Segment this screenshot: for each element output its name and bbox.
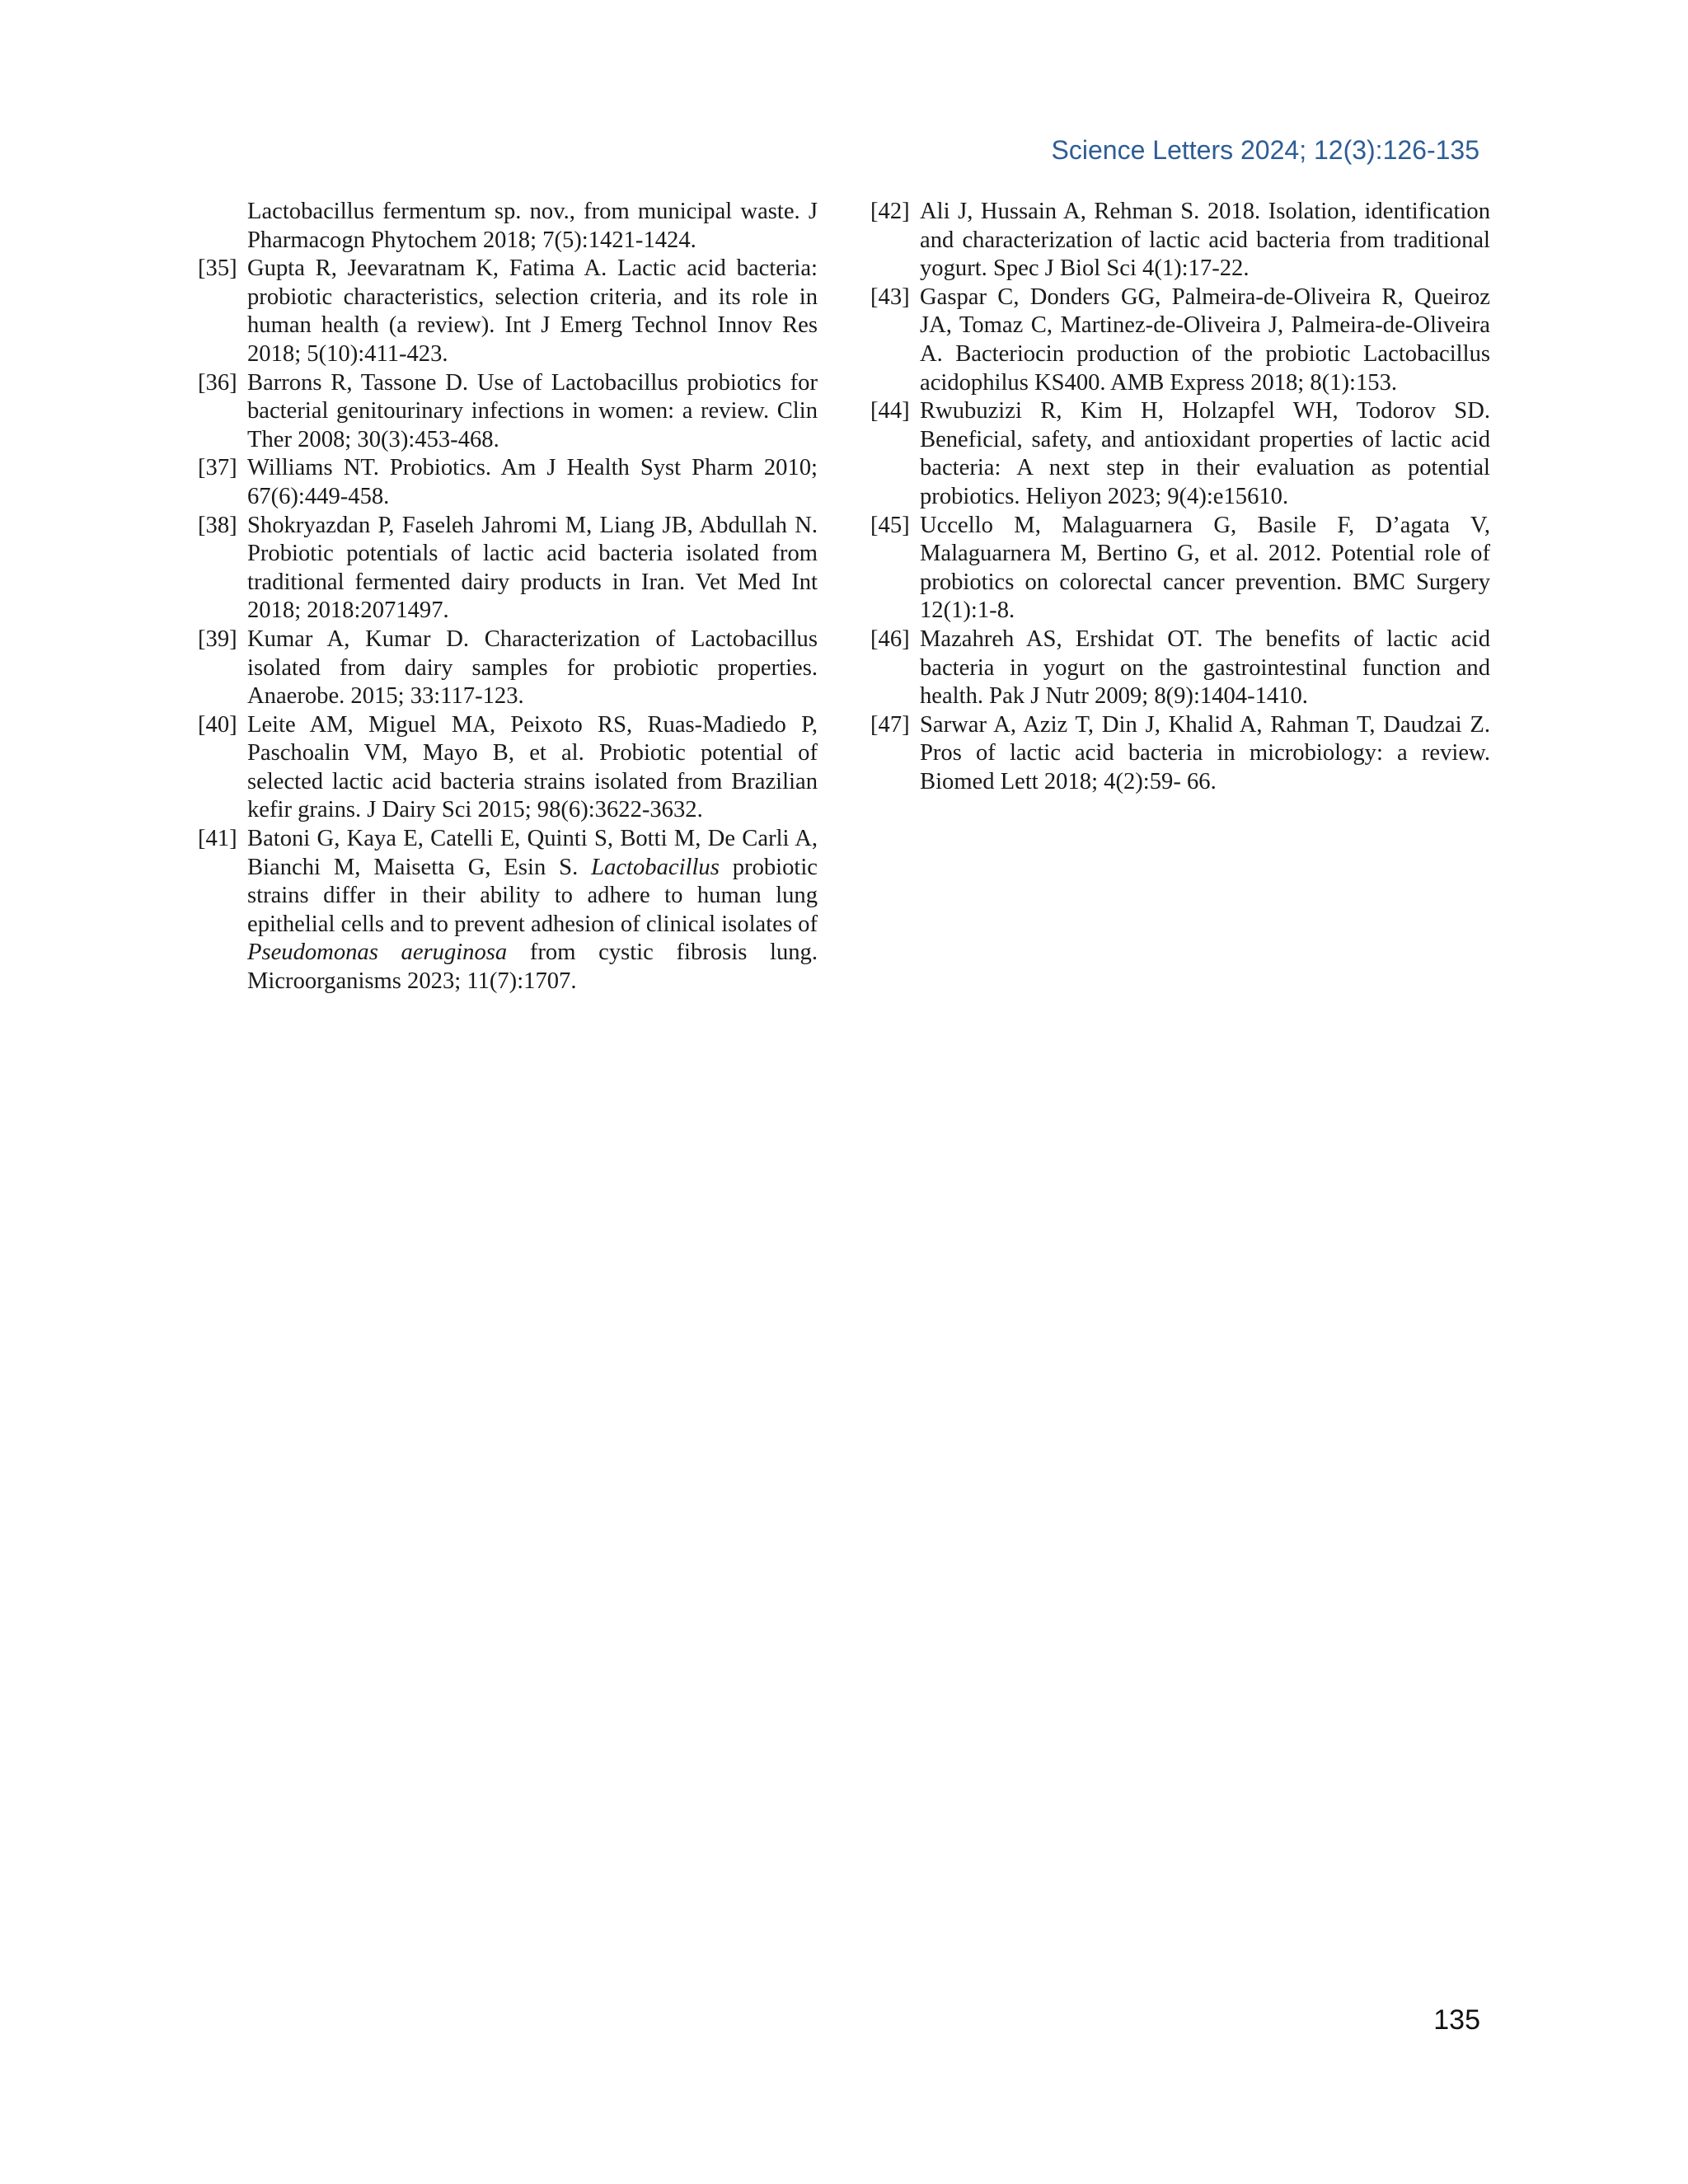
reference-number: [44] [870,398,910,424]
reference-entry [198,369,818,455]
reference-entry [198,255,818,368]
reference-entry [198,825,818,996]
reference-entry [198,454,818,511]
reference-entry [870,626,1490,711]
reference-text: Williams NT. Probiotics. Am J Health Syst Pharm 2010; 67(6):449-458. [247,455,818,509]
reference-entry [198,626,818,711]
species-name-italic: Pseudomonas aeruginosa [247,940,508,966]
reference-text: Ali J, Hussain A, Rehman S. 2018. Isolation, identification and characterization of lactic acid bacteria from traditional yogurt. Spec J Biol Sci 4(1):17-22. [920,199,1490,282]
reference-number: [36] [198,369,237,396]
reference-text: Sarwar A, Aziz T, Din J, Khalid A, Rahman T, Daudzai Z. Pros of lactic acid bacteria in microbiology: a review. Biomed Lett 2018; 4(2):59- 66. [920,711,1490,794]
reference-entry [198,198,818,255]
reference-entry [870,198,1490,284]
reference-text: Leite AM, Miguel MA, Peixoto RS, Ruas-Madiedo P, Paschoalin VM, Mayo B, et al. Probiotic potential of selected lactic acid bacteria strains isolated from Brazilian kefir grains. J Dairy Sci 2015; 98(6):3622-3632. [247,711,818,823]
reference-text: Kumar A, Kumar D. Characterization of Lactobacillus isolated from dairy samples for probiotic properties. Anaerobe. 2015; 33:117-123. [247,626,818,710]
reference-entry [198,512,818,626]
reference-text: Shokryazdan P, Faseleh Jahromi M, Liang JB, Abdullah N. Probiotic potentials of lactic acid bacteria isolated from traditional fermented dairy products in Iran. Vet Med Int 2018; 2018:2071497. [247,512,818,624]
reference-entry [870,711,1490,797]
reference-entry [870,512,1490,626]
reference-text-mixed [247,825,818,996]
reference-text: Mazahreh AS, Ershidat OT. The benefits of lactic acid bacteria in yogurt on the gastrointestinal function and health. Pak J Nutr 2009; 8(9):1404-1410. [920,626,1490,710]
reference-text: Gupta R, Jeevaratnam K, Fatima A. Lactic acid bacteria: probiotic characteristics, selection criteria, and its role in human health (a review). Int J Emerg Technol Innov Res 2018; 5(10):411-423. [247,255,818,367]
reference-number: [47] [870,711,910,738]
species-name-italic: Lactobacillus [591,854,720,880]
reference-number: [38] [198,512,237,538]
reference-text: Lactobacillus fermentum sp. nov., from municipal waste. J Pharmacogn Phytochem 2018; 7(5):1421-1424. [247,199,818,253]
reference-entry [198,711,818,825]
journal-citation-header: Science Letters 2024; 12(3):126-135 [1051,135,1479,165]
reference-number: [40] [198,711,237,738]
reference-number: [43] [870,284,910,310]
reference-text-segment: from cystic fibrosis lung. Microorganisms 2023; 11(7):1707. [247,940,818,995]
reference-number: [41] [198,826,237,852]
reference-number: [45] [870,512,910,538]
reference-text-segment: Batoni G, Kaya E, Catelli E, Quinti S, Botti M, De Carli A, Bianchi M, Maisetta G, Esin S. [247,826,818,880]
reference-number: [42] [870,199,910,224]
reference-text: Uccello M, Malaguarnera G, Basile F, D’agata V, Malaguarnera M, Bertino G, et al. 2012. Potential role of probiotics on colorectal cancer prevention. BMC Surgery 12(1):1-8. [920,512,1490,624]
page-number: 135 [1433,2004,1480,2036]
references-right-column [870,198,1490,796]
reference-number: [46] [870,626,910,652]
reference-text: Barrons R, Tassone D. Use of Lactobacillus probiotics for bacterial genitourinary infections in women: a review. Clin Ther 2008; 30(3):453-468. [247,369,818,452]
reference-number: [35] [198,255,237,282]
reference-text: Rwubuzizi R, Kim H, Holzapfel WH, Todorov SD. Beneficial, safety, and antioxidant properties of lactic acid bacteria: A next step in their evaluation as potential probiotics. Heliyon 2023; 9(4):e15610. [920,398,1490,509]
references-left-column [198,198,818,996]
reference-entry [870,284,1490,397]
reference-entry [870,397,1490,511]
reference-text: Gaspar C, Donders GG, Palmeira-de-Oliveira R, Queiroz JA, Tomaz C, Martinez-de-Oliveira J, Palmeira-de-Oliveira A. Bacteriocin production of the probiotic Lactobacillus acidophilus KS400. AMB Express 2018; 8(1):153. [920,284,1490,396]
reference-number: [37] [198,455,237,481]
reference-number: [39] [198,626,237,652]
reference-text-segment: probiotic strains differ in their ability to adhere to human lung epithelial cells and to prevent adhesion of clinical isolates of [247,854,818,937]
